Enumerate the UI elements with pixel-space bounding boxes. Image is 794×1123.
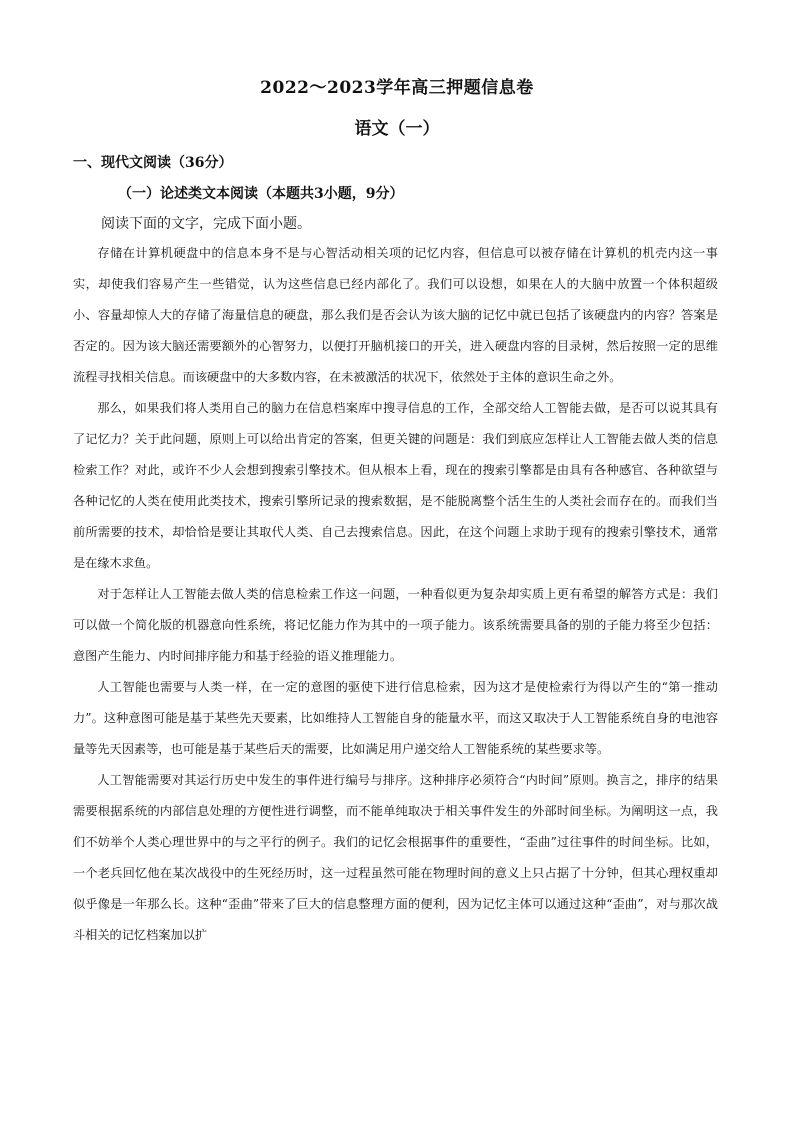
- passage-paragraph: 人工智能需要对其运行历史中发生的事件进行编号与排序。这种排序必须符合“内时间”原则。换言之，排序的结果需要根据系统的内部信息处理的方便性进行调整，而不能单纯取决于相关事件发生的外部时间坐标。为阐明这一点，我们不妨举个人类心理世界中的与之平行的例子。我们的记忆会根据事件的重要性，“歪曲”过往事件的时间坐标。比如，一个老兵回忆他在某次战役中的生死经历时，这一过程虽然可能在物理时间的意义上只占据了十分钟，但其心理权重却似乎像是一年那么长。这种“歪曲”带来了巨大的信息整理方面的便利，因为记忆主体可以通过这种“歪曲”，对与那次战斗相关的记忆档案加以扩: [73, 773, 718, 942]
- passage-paragraph: 存储在计算机硬盘中的信息本身不是与心智活动相关项的记忆内容，但信息可以被存储在计算机的机壳内这一事实，却使我们容易产生一些错觉，认为这些信息已经内部化了。我们可以设想，如果在人的大脑中放置一个体积超级小、容量却惊人大的存储了海量信息的硬盘，那么我们是否会认为该大脑的记忆中就已包括了该硬盘内的内容？答案是否定的。因为该大脑还需要额外的心智努力，以便打开脑机接口的开关，进入硬盘内容的目录树，然后按照一定的思维流程寻找相关信息。而该硬盘中的大多数内容，在未被激活的状况下，依然处于主体的意识生命之外。: [73, 246, 718, 384]
- section-heading: 一、现代文阅读（36分）: [73, 155, 233, 171]
- passage-paragraph: 人工智能也需要与人类一样，在一定的意图的驱使下进行信息检索，因为这才是使检索行为得以产生的“第一推动力”。这种意图可能是基于某些先天要素，比如维持人工智能自身的能量水平，而这又取决于人工智能系统自身的电池容量等先天因素等，也可能是基于某些后天的需要，比如满足用户递交给人工智能系统的某些要求等。: [73, 680, 718, 756]
- passage-paragraph: 对于怎样让人工智能去做人类的信息检索工作这一问题，一种看似更为复杂却实质上更有希望的解答方式是：我们可以做一个简化版的机器意向性系统，将记忆能力作为其中的一项子能力。该系统需要具备的别的子能力将至少包括：意图产生能力、内时间排序能力和基于经验的语义推理能力。: [73, 587, 718, 663]
- page-title: 2022～2023学年高三押题信息卷: [260, 78, 534, 98]
- subsection-heading: （一）论述类文本阅读（本题共3小题，9分）: [118, 186, 404, 202]
- page-subtitle: 语文（一）: [354, 119, 440, 139]
- reading-instruction: 阅读下面的文字，完成下面小题。: [101, 216, 311, 232]
- passage-body: [73, 238, 718, 951]
- passage-paragraph: 那么，如果我们将人类用自己的脑力在信息档案库中搜寻信息的工作，全部交给人工智能去做，是否可以说其具有了记忆力？关于此问题，原则上可以给出肯定的答案，但更关键的问题是：我们到底应怎样让人工智能去做人类的信息检索工作？对此，或许不少人会想到搜索引擎技术。但从根本上看，现在的搜索引擎都是由具有各种感官、各种欲望与各种记忆的人类在使用此类技术，搜索引擎所记录的搜索数据，是不能脱离整个活生生的人类社会而存在的。而我们当前所需要的技术，却恰恰是要让其取代人类、自己去搜索信息。因此，在这个问题上求助于现有的搜索引擎技术，通常是在缘木求鱼。: [73, 401, 718, 570]
